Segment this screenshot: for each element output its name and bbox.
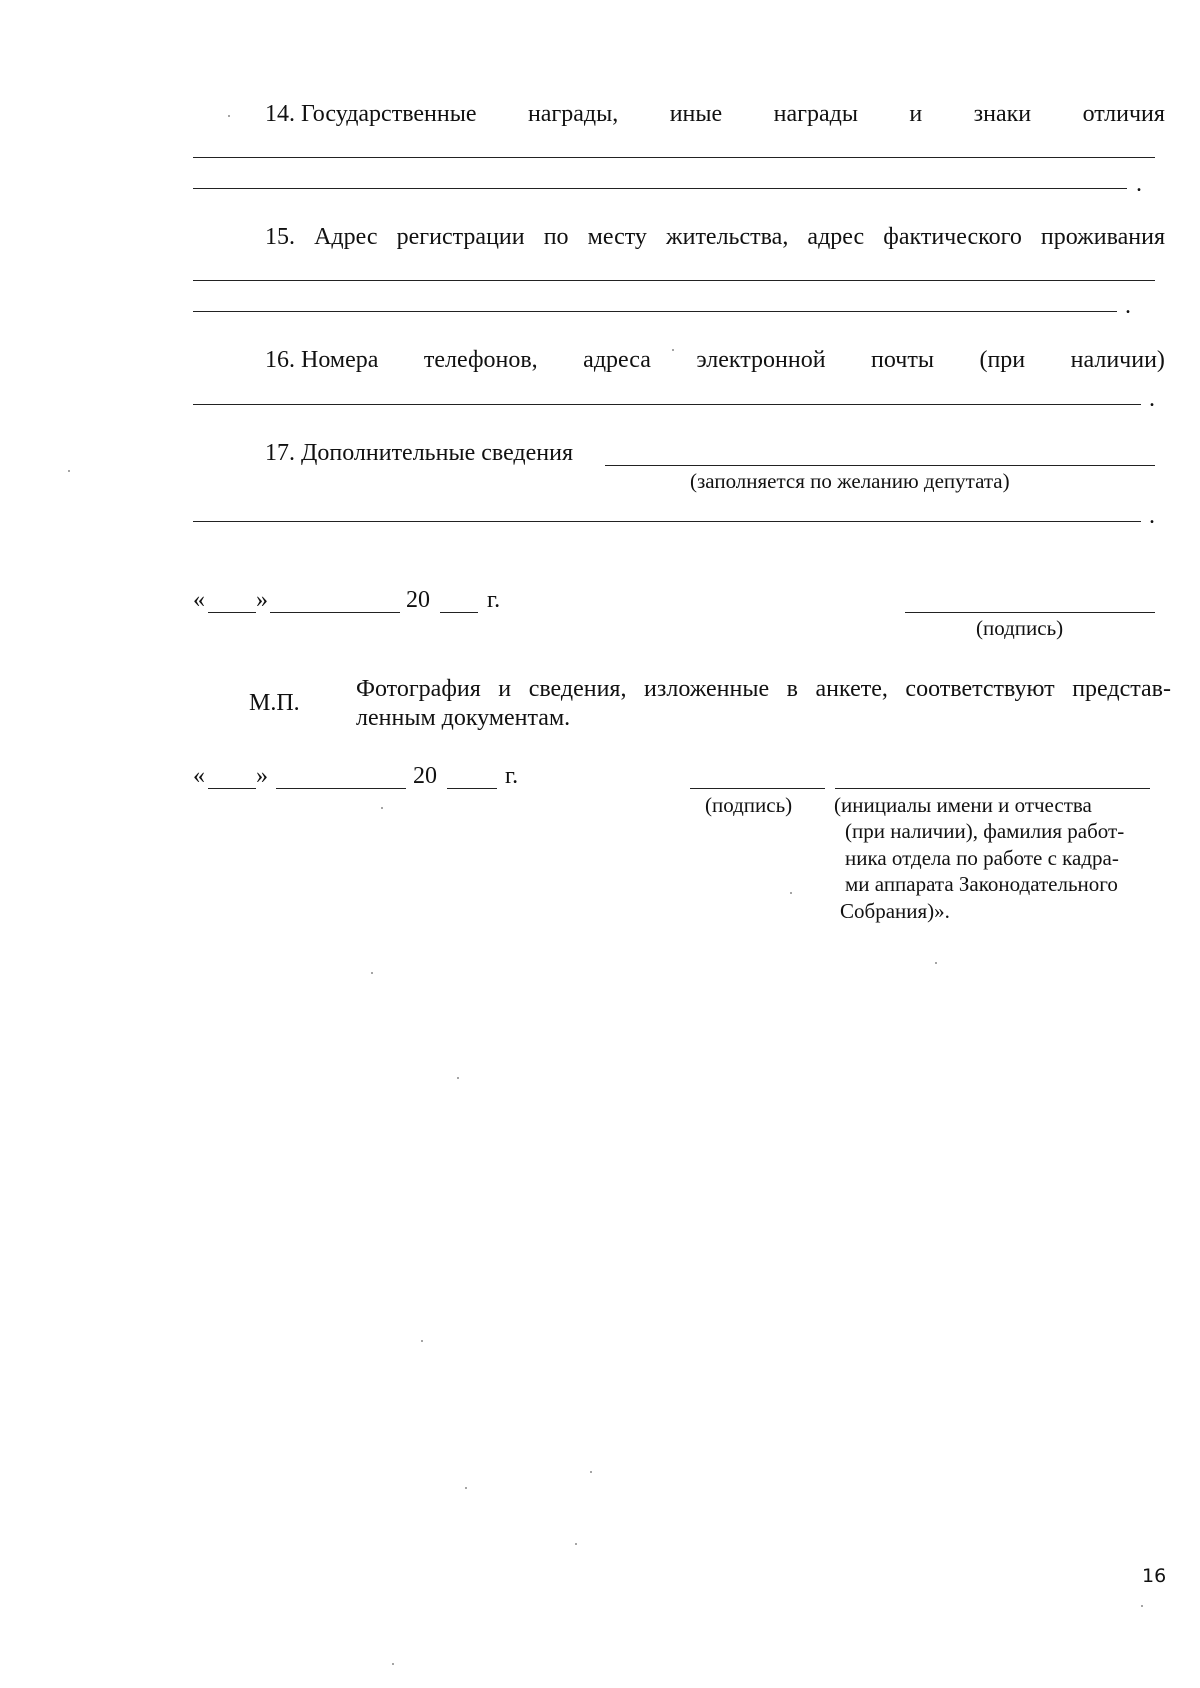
- open-quote: «: [193, 587, 205, 613]
- item-16-word: наличии): [1070, 347, 1165, 373]
- scan-speck: [575, 1543, 577, 1545]
- initials-caption-line: ми аппарата Законодательного: [845, 872, 1118, 896]
- item-16-word: (при: [979, 347, 1026, 373]
- item-14-word: иные: [669, 101, 723, 127]
- scan-speck: [790, 892, 792, 894]
- scan-speck: [1141, 1605, 1143, 1607]
- year-prefix: 20: [406, 587, 430, 613]
- item-15-blank-line[interactable]: [193, 311, 1117, 312]
- item-16-word: электронной: [696, 347, 826, 373]
- initials-blank[interactable]: [835, 788, 1150, 789]
- item-15-heading: 15. Адрес регистрации по месту жительства, адрес фактического проживания: [265, 224, 1165, 250]
- month-blank[interactable]: [270, 612, 400, 613]
- scan-speck: [457, 1077, 459, 1079]
- item-16-word: телефонов,: [423, 347, 538, 373]
- item-14-word: награды: [773, 101, 858, 127]
- scan-speck: [381, 807, 383, 809]
- item-16-word: адреса: [583, 347, 651, 373]
- item-14-word: и: [909, 101, 923, 127]
- initials-caption-line: (при наличии), фамилия работ-: [845, 819, 1125, 843]
- item-17-period: .: [1149, 503, 1155, 529]
- year-blank[interactable]: [440, 612, 478, 613]
- open-quote: «: [193, 763, 205, 789]
- signature-caption-1: (подпись): [976, 616, 1064, 640]
- item-16-heading: [265, 346, 1165, 374]
- initials-caption-line: Собрания)».: [840, 899, 950, 923]
- item-14-word: 14. Государственные: [265, 101, 477, 127]
- close-quote: »: [256, 587, 268, 613]
- signature-blank-1[interactable]: [905, 612, 1155, 613]
- scan-speck: [228, 115, 230, 117]
- year-suffix: г.: [487, 587, 501, 613]
- day-blank[interactable]: [208, 788, 256, 789]
- scan-speck: [672, 349, 674, 351]
- item-16-blank-line[interactable]: [193, 404, 1141, 405]
- year-prefix: 20: [413, 763, 437, 789]
- signature-caption-2: (подпись): [705, 793, 793, 817]
- confirmation-line-2: ленным документам.: [356, 705, 571, 731]
- item-14-word: награды,: [527, 101, 619, 127]
- item-17-blank-line[interactable]: [193, 521, 1141, 522]
- scan-speck: [371, 972, 373, 974]
- item-17-blank-line[interactable]: [605, 465, 1155, 466]
- signature-blank-2[interactable]: [690, 788, 825, 789]
- year-suffix: г.: [505, 763, 519, 789]
- item-14-blank-line[interactable]: [193, 188, 1127, 189]
- close-quote: »: [256, 763, 268, 789]
- scan-speck: [68, 470, 70, 472]
- initials-caption-line: (инициалы имени и отчества: [834, 793, 1092, 817]
- initials-caption-line: ника отдела по работе с кадра-: [845, 846, 1119, 870]
- item-14-period: .: [1136, 171, 1142, 197]
- page-number: 16: [1142, 1565, 1167, 1587]
- month-blank[interactable]: [276, 788, 406, 789]
- scan-speck: [392, 1663, 394, 1665]
- item-16-period: .: [1149, 386, 1155, 412]
- item-14-blank-line[interactable]: [193, 157, 1155, 158]
- scan-speck: [465, 1487, 467, 1489]
- year-blank[interactable]: [447, 788, 497, 789]
- item-16-word: 16. Номера: [265, 347, 379, 373]
- item-14-word: отличия: [1082, 101, 1165, 127]
- item-14-word: знаки: [973, 101, 1032, 127]
- item-17-heading: 17. Дополнительные сведения: [265, 440, 574, 466]
- day-blank[interactable]: [208, 612, 256, 613]
- scan-speck: [935, 962, 937, 964]
- item-17-hint: (заполняется по желанию депутата): [690, 469, 1010, 493]
- stamp-mark: М.П.: [249, 690, 300, 716]
- item-14-heading: [265, 100, 1165, 128]
- item-16-word: почты: [871, 347, 934, 373]
- confirmation-line-1: Фотография и сведения, изложенные в анкете, соответствуют представ-: [356, 676, 1171, 702]
- item-15-period: .: [1125, 293, 1131, 319]
- scan-speck: [590, 1471, 592, 1473]
- scan-speck: [421, 1340, 423, 1342]
- item-15-blank-line[interactable]: [193, 280, 1155, 281]
